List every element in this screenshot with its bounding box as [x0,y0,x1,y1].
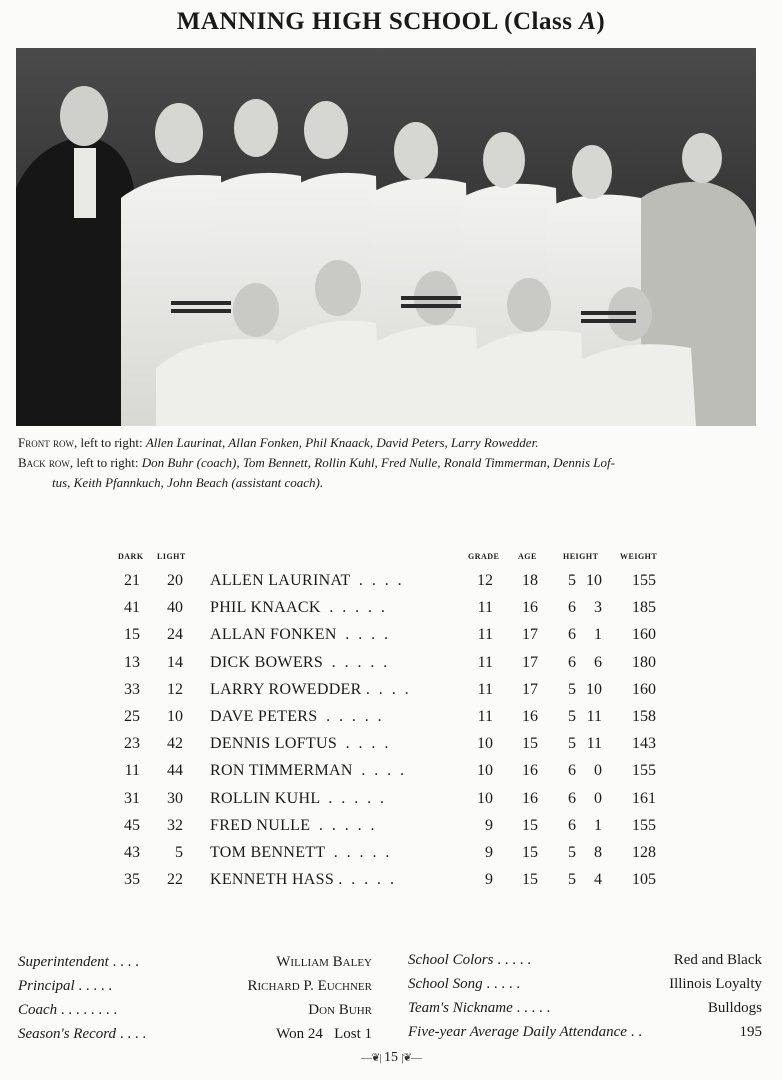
cell-weight: 185 [632,599,656,617]
table-row [0,844,782,871]
cell-light: 44 [167,762,183,780]
cell-grade: 11 [477,708,493,725]
cell-grade: 9 [485,816,493,834]
header-weight: WEIGHT [620,552,658,561]
cell-in: 8 [594,844,602,861]
cell-name: PHIL KNAACK . . . . . [210,599,386,617]
cell-in: 4 [594,871,602,889]
cell-ft: 6 [568,599,576,617]
table-row [0,762,782,789]
cell-ft: 6 [568,816,576,834]
cell-light: 14 [167,653,183,671]
cell-light: 12 [167,680,183,698]
page-title [0,8,782,36]
team-photo [16,48,756,426]
cell-grade: 11 [477,599,493,617]
cell-in: 0 [594,762,602,780]
ornament-right-icon: |❦— [401,1052,421,1064]
cell-in: 11 [586,735,602,753]
caption-front-row: Front row, left to right: Allen Laurinat, Allan Fonken, Phil Knaack, David Peters, Larry Rowedder. [18,435,539,450]
cell-age: 16 [522,708,538,725]
cell-dark: 45 [124,816,140,834]
cell-grade: 11 [477,626,493,644]
cell-name: DICK BOWERS . . . . . [210,653,388,671]
cell-light: 22 [167,871,183,889]
cell-weight: 160 [632,626,656,644]
cell-weight: 180 [632,653,656,671]
cell-grade: 11 [477,653,493,671]
cell-in: 11 [586,708,602,725]
cell-dark: 31 [124,789,140,807]
cell-name: ALLAN FONKEN . . . . [210,626,389,644]
header-height: HEIGHT [563,552,599,561]
header-light: LIGHT [157,552,186,561]
header-dark: DARK [118,552,144,561]
cell-grade: 12 [477,572,493,589]
cell-age: 15 [522,735,538,753]
caption-back-row-cont: tus, Keith Pfannkuch, John Beach (assistant coach). [52,475,324,490]
cell-light: 24 [167,626,183,644]
cell-in: 1 [594,816,602,834]
cell-weight: 155 [632,762,656,780]
cell-dark: 21 [124,572,140,589]
cell-dark: 43 [124,844,140,861]
cell-weight: 158 [632,708,656,725]
school-name: MANNING HIGH SCHOOL [176,8,498,35]
cell-age: 17 [522,680,538,698]
cell-dark: 13 [124,653,140,671]
cell-grade: 10 [477,789,493,807]
table-row [0,817,782,844]
fact-season-record: Season's Record . . . . Won 24 Lost 1 [18,1026,372,1042]
cell-name: LARRY ROWEDDER . . . . [210,680,409,698]
cell-ft: 6 [568,789,576,807]
cell-weight: 155 [632,816,656,834]
cell-name: ROLLIN KUHL . . . . . [210,789,385,807]
cell-in: 10 [586,572,602,589]
cell-ft: 6 [568,626,576,644]
cell-dark: 15 [124,626,140,644]
cell-age: 15 [522,816,538,834]
cell-grade: 10 [477,735,493,753]
cell-in: 0 [594,789,602,807]
fact-coach: Coach . . . . . . . . Don Buhr [18,1002,372,1018]
cell-light: 30 [167,789,183,807]
cell-in: 10 [586,680,602,698]
cell-name: TOM BENNETT . . . . . [210,844,390,861]
cell-light: 32 [167,816,183,834]
cell-light: 10 [167,708,183,725]
cell-dark: 35 [124,871,140,889]
header-age: AGE [518,552,537,561]
team-photo-illustration [16,48,756,426]
cell-name: FRED NULLE . . . . . [210,816,375,834]
fact-superintendent: Superintendent . . . . William Baley [18,954,372,970]
cell-light: 5 [175,844,183,861]
cell-dark: 41 [124,599,140,617]
cell-weight: 160 [632,680,656,698]
cell-grade: 10 [477,762,493,780]
cell-ft: 5 [568,871,576,889]
cell-ft: 6 [568,762,576,780]
cell-age: 17 [522,653,538,671]
cell-weight: 105 [632,871,656,889]
fact-school-colors: School Colors . . . . . Red and Black [408,952,762,968]
fact-school-song: School Song . . . . . Illinois Loyalty [408,976,762,992]
cell-age: 17 [522,626,538,644]
table-row [0,871,782,898]
cell-grade: 9 [485,844,493,861]
table-row [0,681,782,708]
cell-ft: 5 [568,708,576,725]
ornament-left-icon: —❦| [361,1052,381,1064]
cell-ft: 5 [568,572,576,589]
cell-weight: 155 [632,572,656,589]
table-row [0,708,782,735]
cell-age: 15 [522,844,538,861]
cell-grade: 11 [477,680,493,698]
cell-name: ALLEN LAURINAT . . . . [210,572,402,589]
cell-light: 42 [167,735,183,753]
cell-dark: 25 [124,708,140,725]
cell-light: 20 [167,572,183,589]
header-grade: GRADE [468,552,500,561]
class-designation: (Class A) [504,8,606,35]
cell-age: 16 [522,762,538,780]
fact-attendance: Five-year Average Daily Attendance . . 195 [408,1024,762,1040]
cell-grade: 9 [485,871,493,889]
cell-weight: 161 [632,789,656,807]
cell-name: DAVE PETERS . . . . . [210,708,382,725]
caption-back-row: Back row, left to right: Don Buhr (coach), Tom Bennett, Rollin Kuhl, Fred Nulle, Ronald Timmerman, Dennis Lof- [18,455,615,470]
cell-age: 18 [522,572,538,589]
table-row [0,735,782,762]
table-row [0,572,782,599]
cell-name: KENNETH HASS . . . . . [210,871,395,889]
cell-age: 15 [522,871,538,889]
cell-in: 6 [594,653,602,671]
fact-principal: Principal . . . . . Richard P. Euchner [18,978,372,994]
photo-caption [18,433,763,493]
page-number: —❦| 15 |❦— [361,1050,421,1065]
cell-weight: 128 [632,844,656,861]
cell-age: 16 [522,789,538,807]
table-row [0,790,782,817]
cell-ft: 5 [568,680,576,698]
cell-dark: 11 [124,762,140,780]
cell-dark: 33 [124,680,140,698]
cell-ft: 5 [568,735,576,753]
table-row [0,626,782,653]
fact-team-nickname: Team's Nickname . . . . . Bulldogs [408,1000,762,1016]
cell-name: DENNIS LOFTUS . . . . [210,735,389,753]
cell-ft: 5 [568,844,576,861]
cell-name: RON TIMMERMAN . . . . [210,762,405,780]
cell-ft: 6 [568,653,576,671]
cell-in: 1 [594,626,602,644]
cell-light: 40 [167,599,183,617]
cell-in: 3 [594,599,602,617]
cell-dark: 23 [124,735,140,753]
cell-weight: 143 [632,735,656,753]
table-row [0,654,782,681]
table-row [0,599,782,626]
cell-age: 16 [522,599,538,617]
